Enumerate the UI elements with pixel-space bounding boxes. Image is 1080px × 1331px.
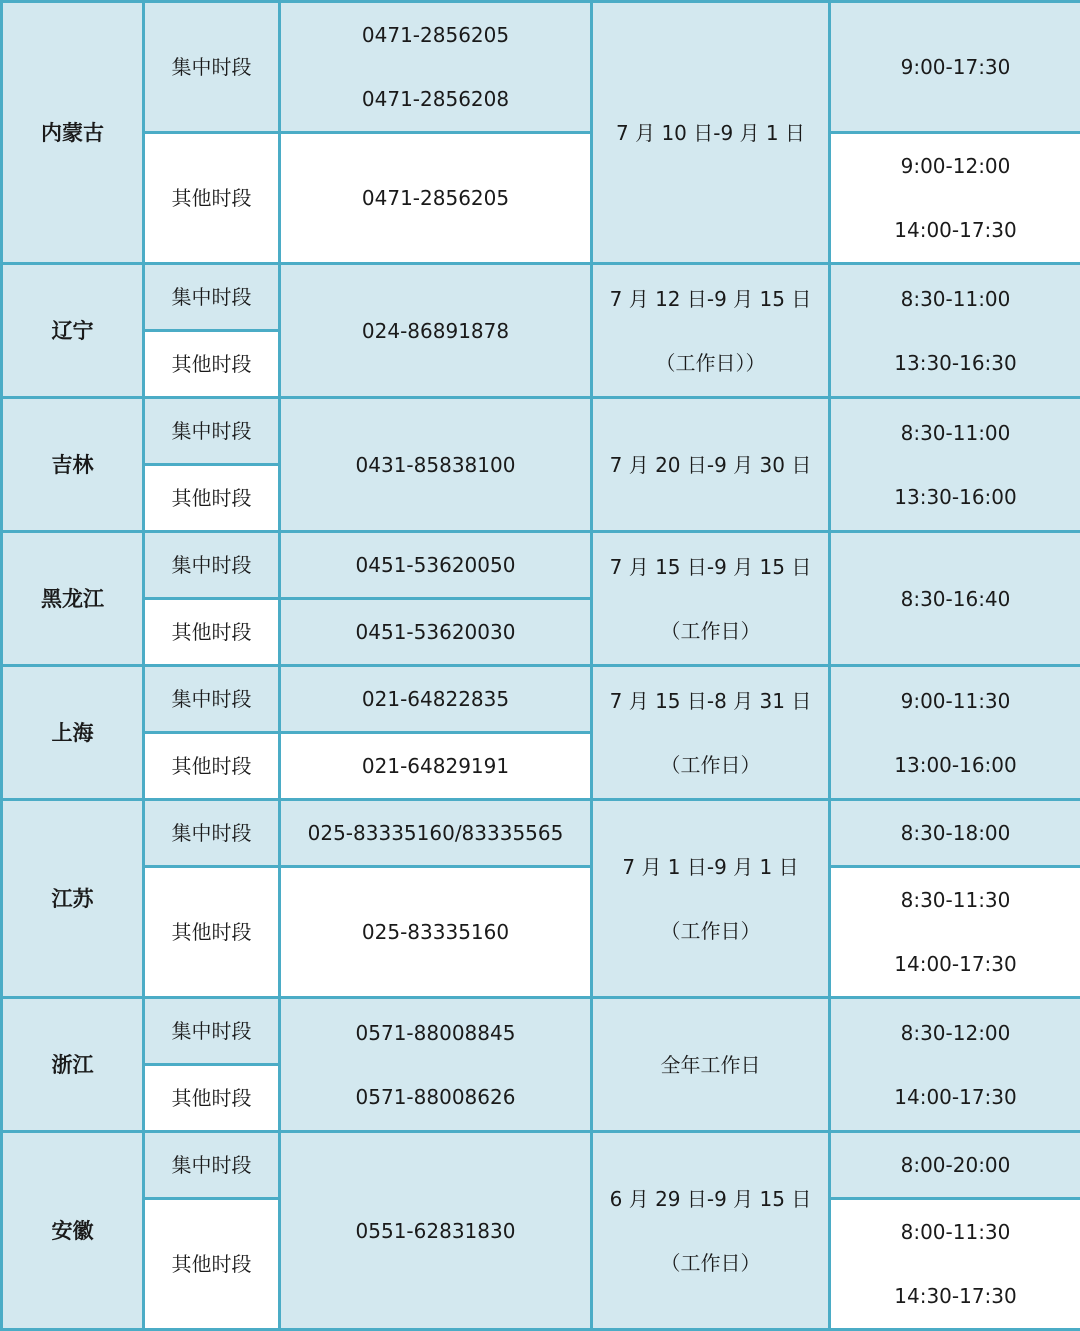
phone-cell (280, 398, 592, 532)
phone-number: 0431-85838100 (281, 433, 590, 497)
province-name: 安徽 (2, 1132, 144, 1330)
hours: 8:00-11:30 (831, 1200, 1080, 1264)
phone-cell (280, 532, 592, 599)
hours-cell (830, 800, 1080, 867)
table-row (2, 1132, 1080, 1199)
date-note: （工作日） (593, 899, 828, 963)
date-range: 7 月 15 日-8 月 31 日 (593, 669, 828, 733)
hours-cell (830, 264, 1080, 398)
date-range-cell (592, 666, 830, 800)
hours: 8:00-20:00 (831, 1133, 1080, 1197)
hours-cell (830, 867, 1080, 998)
date-range-cell (592, 264, 830, 398)
hours-cell (830, 398, 1080, 532)
period-other-label: 其他时段 (144, 133, 280, 264)
province-name: 浙江 (2, 998, 144, 1132)
hours: 8:30-11:00 (831, 267, 1080, 331)
table-row (2, 532, 1080, 599)
phone-cell (280, 264, 592, 398)
period-focus-label: 集中时段 (144, 2, 280, 133)
hours-cell (830, 666, 1080, 800)
hours: 13:30-16:00 (831, 465, 1080, 529)
hours: 8:30-11:00 (831, 401, 1080, 465)
table-row (2, 2, 1080, 133)
phone-cell (280, 1132, 592, 1330)
date-range-cell (592, 398, 830, 532)
hours: 13:30-16:30 (831, 331, 1080, 395)
hours: 13:00-16:00 (831, 733, 1080, 797)
phone-number: 0471-2856208 (281, 67, 590, 131)
period-focus-label: 集中时段 (144, 398, 280, 465)
date-note: （工作日） (593, 733, 828, 797)
date-range: 7 月 20 日-9 月 30 日 (593, 433, 828, 497)
province-name: 黑龙江 (2, 532, 144, 666)
phone-cell (280, 2, 592, 133)
hours-cell (830, 1132, 1080, 1199)
period-other-label: 其他时段 (144, 599, 280, 666)
period-focus-label: 集中时段 (144, 264, 280, 331)
date-range: 7 月 15 日-9 月 15 日 (593, 535, 828, 599)
hours: 14:30-17:30 (831, 1264, 1080, 1328)
date-range-cell (592, 532, 830, 666)
phone-number: 0451-53620050 (281, 533, 590, 597)
date-note: （工作日）） (593, 331, 828, 395)
table-row (2, 666, 1080, 733)
table-row (2, 133, 1080, 264)
hours: 9:00-12:00 (831, 134, 1080, 198)
hours: 8:30-18:00 (831, 801, 1080, 865)
period-focus-label: 集中时段 (144, 1132, 280, 1199)
hours: 14:00-17:30 (831, 932, 1080, 996)
phone-number: 0451-53620030 (281, 600, 590, 664)
phone-cell (280, 998, 592, 1132)
period-focus-label: 集中时段 (144, 998, 280, 1065)
phone-number: 0571-88008626 (281, 1065, 590, 1129)
hours: 9:00-17:30 (831, 35, 1080, 99)
date-range-cell (592, 800, 830, 998)
date-range-cell (592, 998, 830, 1132)
phone-number: 021-64822835 (281, 667, 590, 731)
period-focus-label: 集中时段 (144, 532, 280, 599)
phone-number: 021-64829191 (281, 734, 590, 798)
hours-cell (830, 1199, 1080, 1330)
period-other-label: 其他时段 (144, 465, 280, 532)
period-other-label: 其他时段 (144, 1065, 280, 1132)
phone-number: 0571-88008845 (281, 1001, 590, 1065)
phone-number: 0471-2856205 (281, 3, 590, 67)
period-other-label: 其他时段 (144, 867, 280, 998)
phone-number: 0551-62831830 (281, 1199, 590, 1263)
phone-cell (280, 800, 592, 867)
hours: 8:30-12:00 (831, 1001, 1080, 1065)
hours-cell (830, 998, 1080, 1132)
hours: 14:00-17:30 (831, 1065, 1080, 1129)
date-range: 全年工作日 (593, 1033, 828, 1097)
phone-number: 0471-2856205 (281, 166, 590, 230)
province-name: 辽宁 (2, 264, 144, 398)
phone-cell (280, 733, 592, 800)
province-name: 吉林 (2, 398, 144, 532)
table-row (2, 998, 1080, 1065)
phone-number: 025-83335160/83335565 (281, 801, 590, 865)
period-other-label: 其他时段 (144, 733, 280, 800)
date-range: 7 月 12 日-9 月 15 日 (593, 267, 828, 331)
date-note: （工作日） (593, 599, 828, 663)
date-range: 7 月 10 日-9 月 1 日 (593, 101, 828, 165)
period-focus-label: 集中时段 (144, 666, 280, 733)
phone-number: 024-86891878 (281, 299, 590, 363)
hours-cell (830, 133, 1080, 264)
hours-cell (830, 532, 1080, 666)
hours: 8:30-11:30 (831, 868, 1080, 932)
province-name: 上海 (2, 666, 144, 800)
table-row (2, 867, 1080, 998)
date-range-cell (592, 2, 830, 264)
date-range: 6 月 29 日-9 月 15 日 (593, 1167, 828, 1231)
table-row (2, 264, 1080, 331)
province-name: 江苏 (2, 800, 144, 998)
hours: 14:00-17:30 (831, 198, 1080, 262)
date-range-cell (592, 1132, 830, 1330)
period-other-label: 其他时段 (144, 331, 280, 398)
period-other-label: 其他时段 (144, 1199, 280, 1330)
phone-number: 025-83335160 (281, 900, 590, 964)
phone-cell (280, 867, 592, 998)
table-row (2, 800, 1080, 867)
hours-cell (830, 2, 1080, 133)
date-range: 7 月 1 日-9 月 1 日 (593, 835, 828, 899)
date-note: （工作日） (593, 1231, 828, 1295)
province-name: 内蒙古 (2, 2, 144, 264)
period-focus-label: 集中时段 (144, 800, 280, 867)
hours: 8:30-16:40 (831, 567, 1080, 631)
hours: 9:00-11:30 (831, 669, 1080, 733)
phone-cell (280, 133, 592, 264)
table-row (2, 398, 1080, 465)
phone-cell (280, 666, 592, 733)
phone-cell (280, 599, 592, 666)
